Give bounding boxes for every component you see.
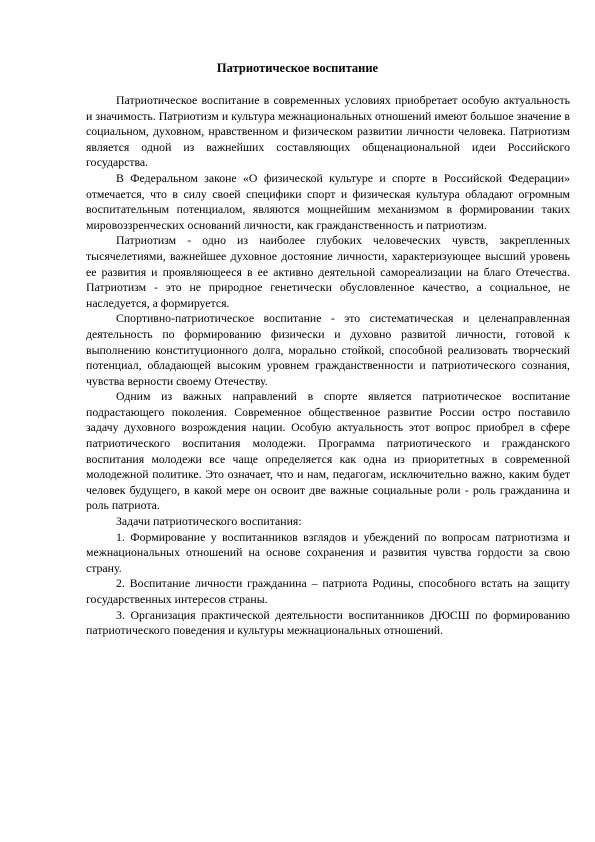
tasks-heading: Задачи патриотического воспитания: [116, 514, 302, 529]
paragraph-intro: Патриотическое воспитание в современных условиях приобретает особую актуальность и значимость. Патриотизм и культура межнациональных отношений имеют большое значение в социальном, духовном, нравственном и физическом развитии личности человека. Патриотизм является одной из важнейших составляющих общенациональной идеи Российского государства. [86, 93, 570, 170]
paragraph-patriotism-definition: Патриотизм - одно из наиболее глубоких человеческих чувств, закрепленных тысячелетиями, важнейшее духовное достояние личности, характеризующее высший уровень ее развития и проявляющееся в ее активно деятельной самореализации на благо Отечества. Патриотизм - это не природное генетически обусловленное качество, а социальное, не наследуется, а формируется. [86, 233, 570, 310]
task-item-1: 1. Формирование у воспитанников взглядов и убеждений по вопросам патриотизма и межнациональных отношений на основе сохранения и развития чувства гордости за свою страну. [86, 529, 570, 575]
task-item-3: 3. Организация практической деятельности воспитанников ДЮСШ по формированию патриотического поведения и культуры межнациональных отношений. [86, 607, 570, 638]
document-title: Патриотическое воспитание [216, 61, 379, 75]
task-item-2: 2. Воспитание личности гражданина – патриота Родины, способного встать на защиту государственных интересов страны. [86, 576, 570, 606]
paragraph-sport-patriotic-upbringing: Спортивно-патриотическое воспитание - это систематическая и целенаправленная деятельность по формированию физически и духовно развитой личности, готовой к выполнению конституционного долга, морально стойкой, способной реализовать творческий потенциал, обладающей высоким уровнем гражданственности и патриотического сознания, чувства верности своему Отечеству. [86, 311, 570, 388]
paragraph-federal-law: В Федеральном законе «О физической культуре и спорте в Российской Федерации» отмечается, что в силу своей специфики спорт и физическая культура обладают огромным воспитательным потенциалом, являются мощнейшим механизмом в формировании таких мировоззренческих оснований личности, как гражданственность и патриотизм. [86, 170, 570, 232]
document-body [86, 93, 570, 639]
paragraph-key-direction: Одним из важных направлений в спорте является патриотическое воспитание подрастающего поколения. Современное общественное развитие России остро поставило задачу духовного возрождения нации. Особую актуальность этот вопрос приобрел в сфере патриотического воспитания молодежи. Программа патриотического и гражданского воспитания молодежи все чаще определяется как одна из приоритетных в современной молодежной политике. Это означает, что и нам, педагогам, исключительно важно, каким будет человек будущего, в какой мере он освоит две важные социальные роли - роль гражданина и роль патриота. [86, 389, 570, 513]
